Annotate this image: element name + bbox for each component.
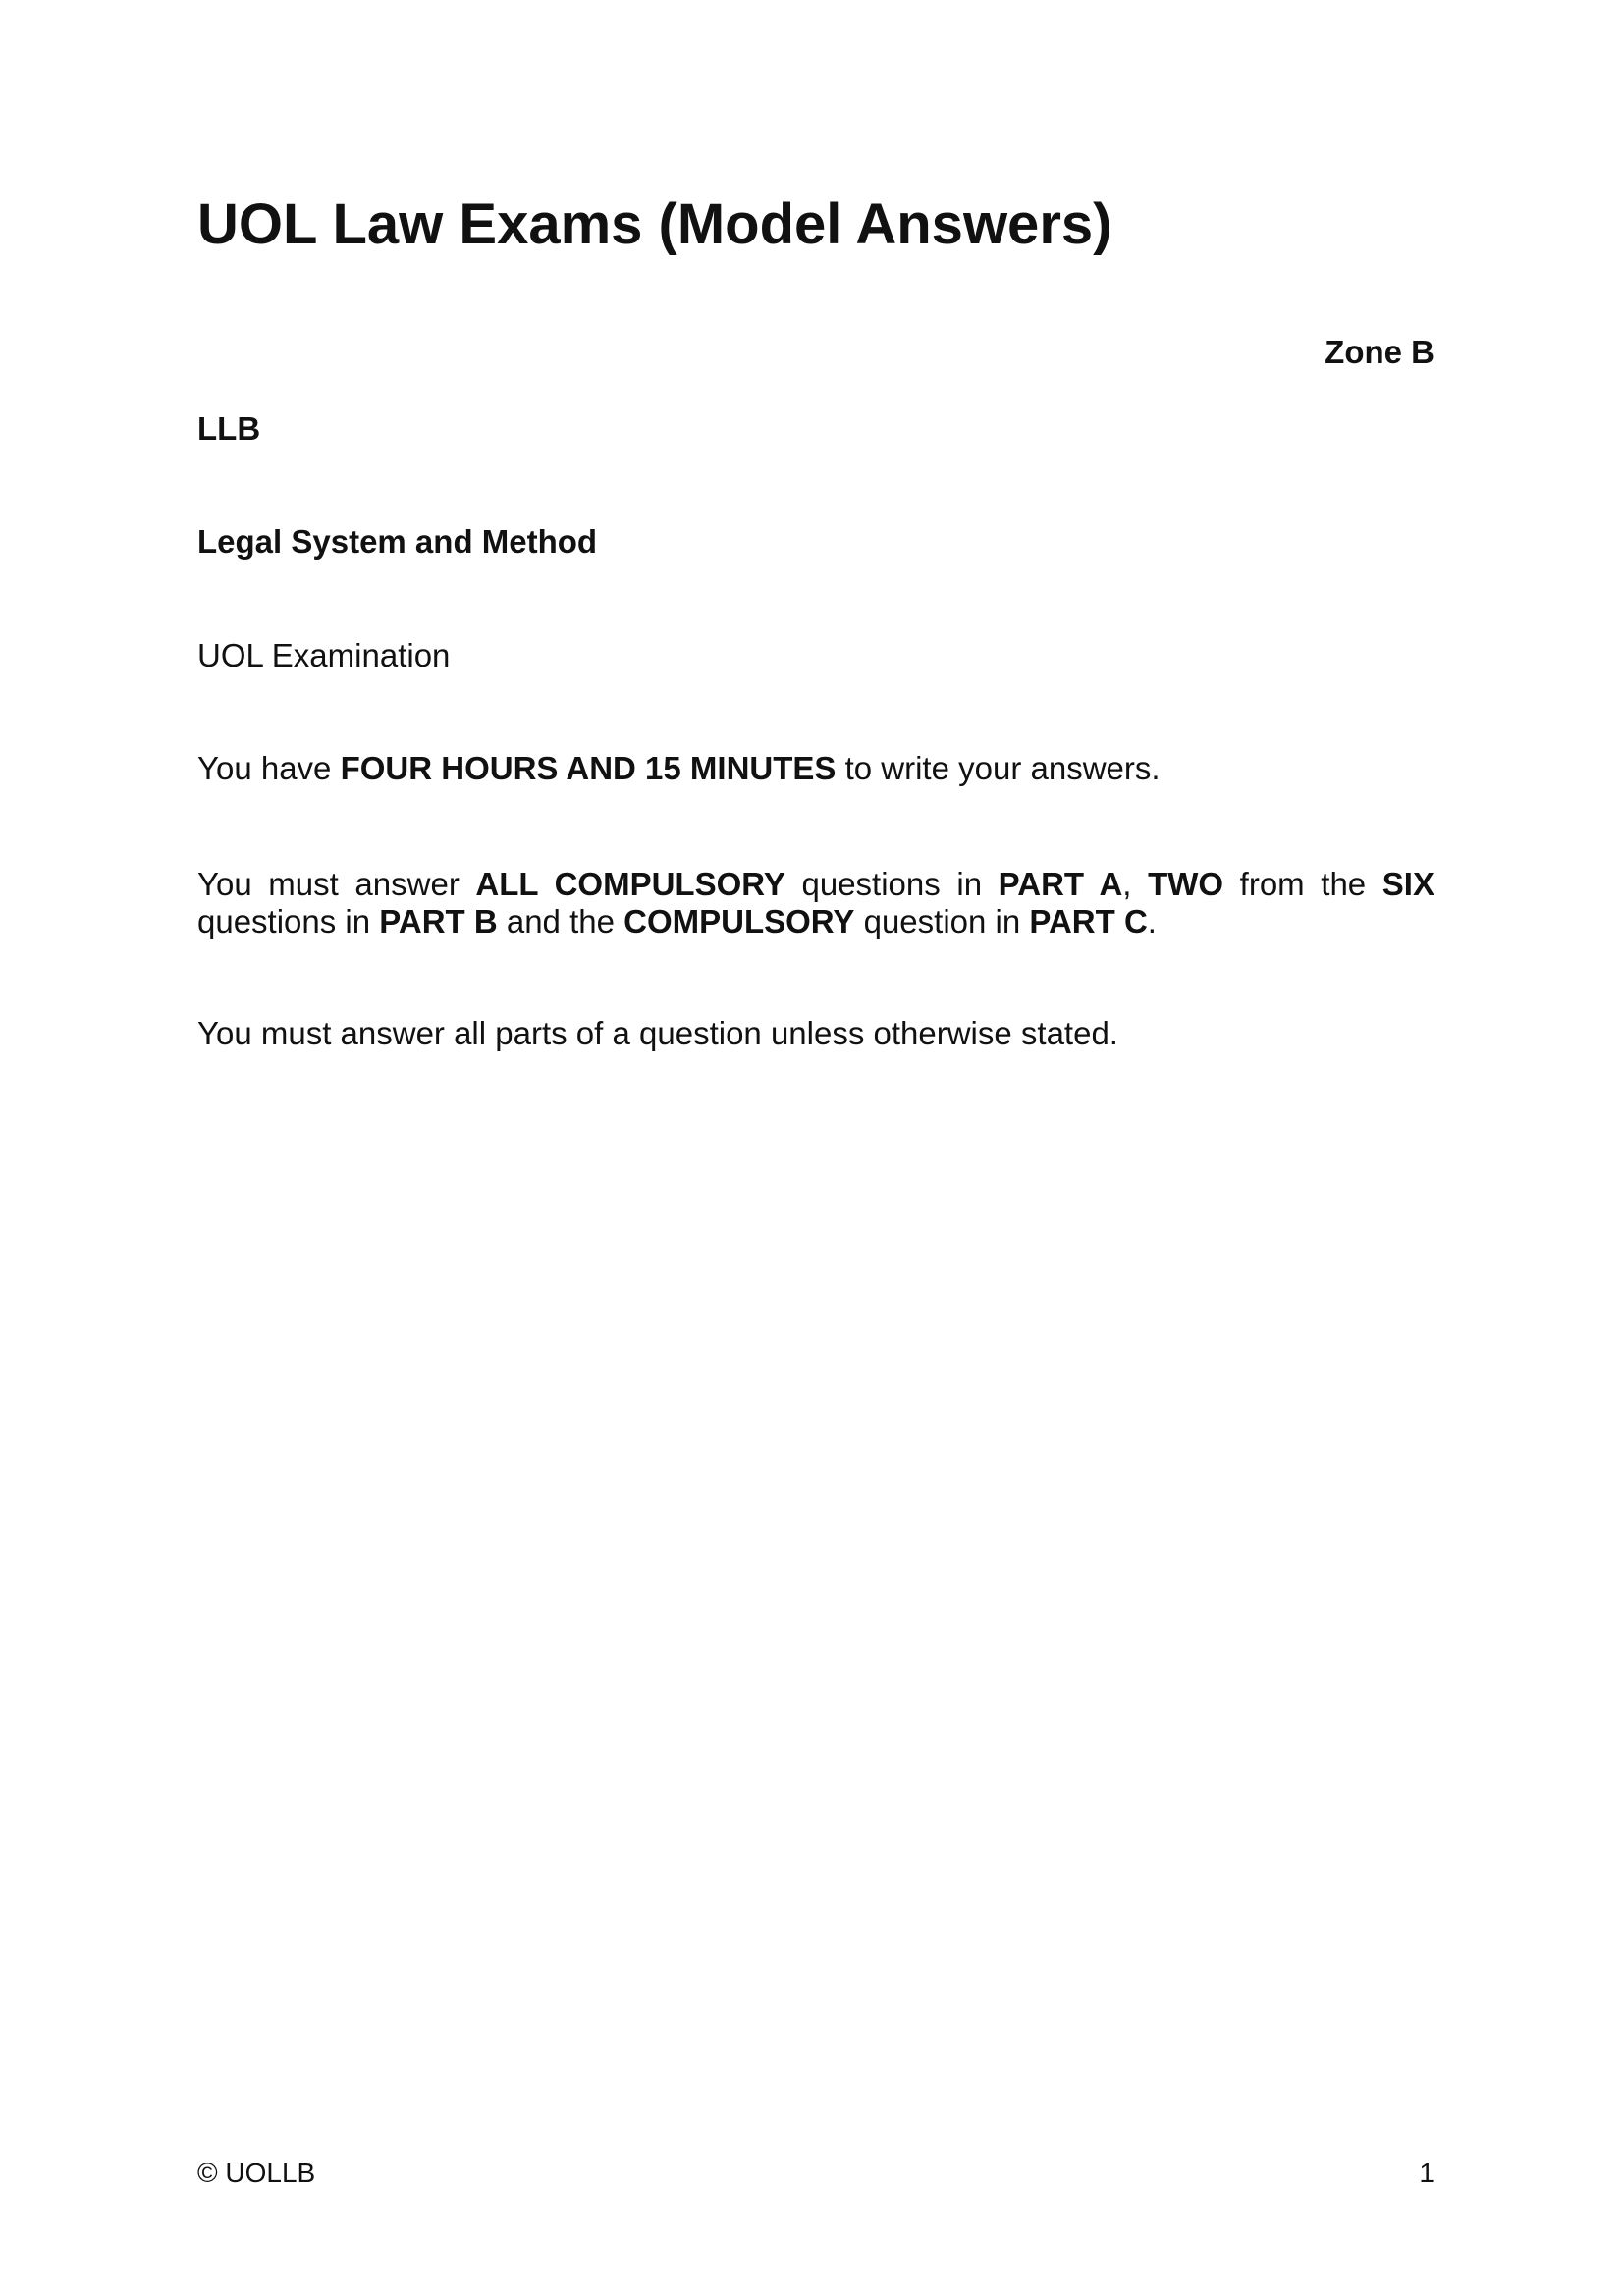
- answer-bold-2: PART A: [998, 866, 1123, 902]
- answer-text-7: question in: [854, 903, 1030, 939]
- page-number: 1: [1419, 2158, 1434, 2188]
- footer-copyright: © UOLLB: [197, 2158, 316, 2188]
- answer-bold-5: PART B: [379, 903, 498, 939]
- answer-text-3: ,: [1122, 866, 1149, 902]
- module-name: Legal System and Method: [197, 523, 598, 560]
- answer-bold-6: COMPULSORY: [623, 903, 855, 939]
- degree-label: LLB: [197, 410, 261, 447]
- time-prefix: You have: [197, 750, 341, 786]
- answer-text-8: .: [1147, 903, 1157, 939]
- answer-text-4: from the: [1223, 866, 1382, 902]
- answer-text-1: You must answer: [197, 866, 476, 902]
- exam-type: UOL Examination: [197, 637, 451, 673]
- document-title: UOL Law Exams (Model Answers): [197, 192, 1112, 256]
- answer-bold-3: TWO: [1148, 866, 1224, 902]
- time-suffix: to write your answers.: [836, 750, 1161, 786]
- time-instruction: [197, 750, 1434, 787]
- answer-text-6: and the: [497, 903, 624, 939]
- answer-text-5: questions in: [197, 903, 380, 939]
- parts-instruction: You must answer all parts of a question unless otherwise stated.: [197, 1015, 1118, 1051]
- answer-bold-4: SIX: [1381, 866, 1434, 902]
- zone-label: Zone B: [1325, 334, 1434, 370]
- answer-text-2: questions in: [784, 866, 999, 902]
- answer-instruction: [197, 866, 1434, 940]
- time-emphasis: FOUR HOURS AND 15 MINUTES: [340, 750, 837, 786]
- answer-bold-1: ALL COMPULSORY: [475, 866, 785, 902]
- answer-bold-7: PART C: [1029, 903, 1148, 939]
